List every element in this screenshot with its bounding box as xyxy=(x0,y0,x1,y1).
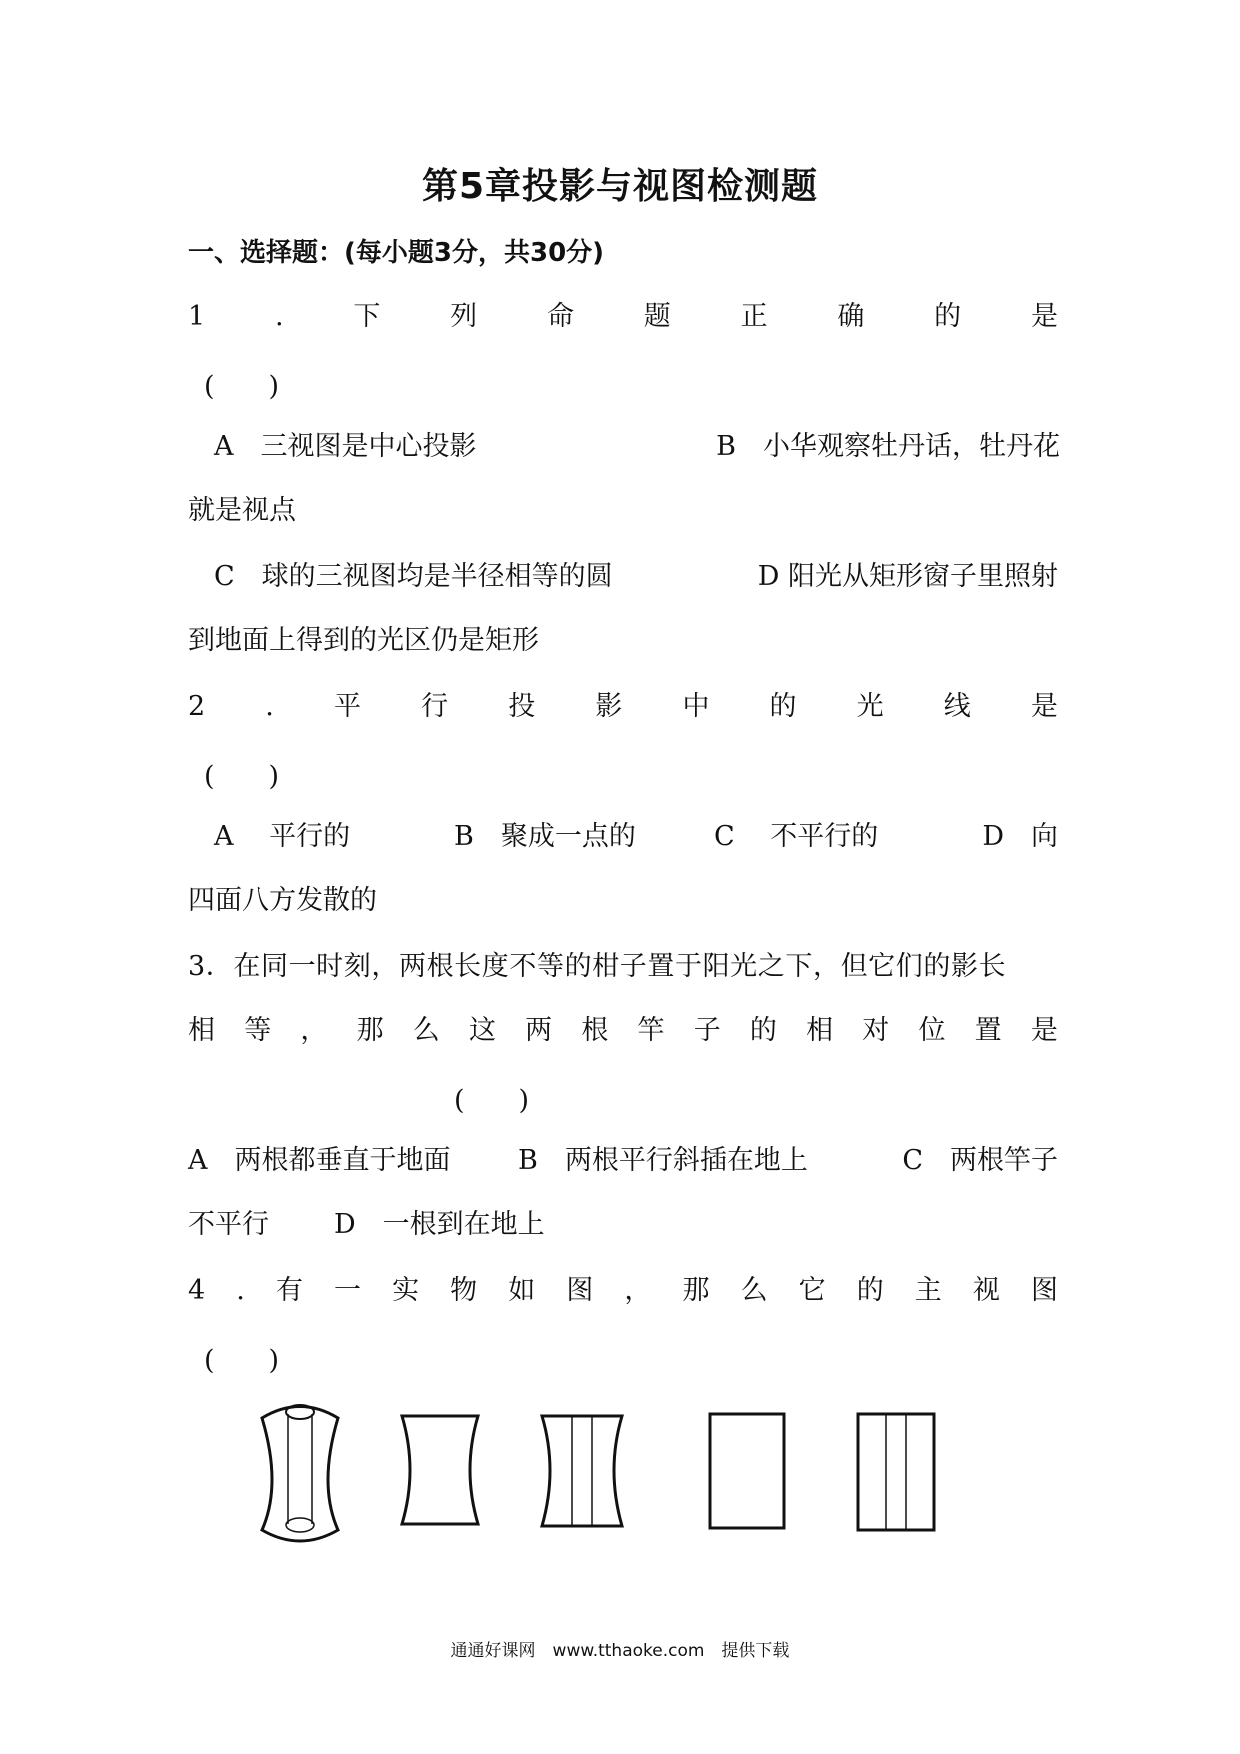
q1-option-a: A 三视图是中心投影 xyxy=(214,431,477,462)
q2-answer-paren: ( ) xyxy=(204,761,280,792)
q4-char: 主 xyxy=(914,1275,942,1306)
q2-option-d: D 向 xyxy=(982,821,1058,852)
q4-char: 如 xyxy=(508,1275,536,1306)
q1-char: 题 xyxy=(643,301,671,332)
q4-char: 物 xyxy=(450,1275,478,1306)
q2-char: 光 xyxy=(856,691,884,722)
q3-option-c: C 两根竿子 xyxy=(902,1145,1058,1176)
q4-option-c-figure xyxy=(710,1414,784,1528)
q2-option-b: B 聚成一点的 xyxy=(454,821,636,852)
q4-object-figure xyxy=(262,1405,338,1541)
q2-char: 中 xyxy=(682,691,710,722)
q2-option-d-cont: 四面八方发散的 xyxy=(188,885,377,916)
q4-char: 它 xyxy=(798,1275,826,1306)
q2-char: 是 xyxy=(1030,691,1058,722)
q4-char: 一 xyxy=(334,1275,362,1306)
q1-char: 是 xyxy=(1030,301,1058,332)
q3-char: 的 xyxy=(749,1015,777,1046)
q3-char: 相 xyxy=(806,1015,834,1046)
q3-char: 根 xyxy=(581,1015,609,1046)
q1-char: 命 xyxy=(546,301,574,332)
q1-option-c: C 球的三视图均是半径相等的圆 xyxy=(214,561,613,592)
q2-char: 平 xyxy=(334,691,361,722)
q4-char: 有 xyxy=(275,1275,303,1306)
q2-option-a: A 平行的 xyxy=(214,821,351,852)
q3-option-b: B 两根平行斜插在地上 xyxy=(518,1145,808,1176)
q1-option-d-cont: 到地面上得到的光区仍是矩形 xyxy=(188,625,539,656)
q2-char: 2 xyxy=(188,691,206,722)
document-title: 第5章投影与视图检测题 xyxy=(421,166,819,207)
q3-char: 置 xyxy=(974,1015,1002,1046)
q3-char: 相 xyxy=(188,1015,215,1046)
q4-answer-paren: ( ) xyxy=(204,1345,280,1376)
q1-char: 1 xyxy=(188,301,206,332)
q4-char: 视 xyxy=(972,1275,1000,1306)
q3-answer-paren: ( ) xyxy=(454,1085,530,1116)
q4-char: 么 xyxy=(740,1275,768,1306)
q3-char: 是 xyxy=(1030,1015,1058,1046)
q3-option-c-cont: 不平行 xyxy=(188,1209,269,1240)
q1-option-b: B 小华观察牡丹话，牡丹花 xyxy=(716,431,1060,462)
q1-char: 列 xyxy=(450,301,478,332)
q4-char: 的 xyxy=(856,1275,884,1306)
q4-char: . xyxy=(236,1275,245,1306)
q2-char: 线 xyxy=(943,691,971,722)
q4-char: 图 xyxy=(566,1275,594,1306)
q3-char: 那 xyxy=(356,1015,384,1046)
q4-option-b-figure xyxy=(542,1416,622,1526)
q1-option-b-cont: 就是视点 xyxy=(188,495,296,526)
q2-char: 投 xyxy=(508,691,536,722)
q1-char: 正 xyxy=(740,301,768,332)
q1-char: 确 xyxy=(837,301,865,332)
q1-char: 的 xyxy=(934,301,962,332)
q3-char: 竿 xyxy=(637,1015,665,1046)
q3-stem-line1: 3．在同一时刻，两根长度不等的柑子置于阳光之下，但它们的影长 xyxy=(188,951,1007,982)
q4-option-a-figure xyxy=(402,1416,478,1524)
q1-answer-paren: ( ) xyxy=(204,371,280,402)
section-heading: 一、选择题：(每小题3分，共30分) xyxy=(188,238,605,268)
q3-char: ， xyxy=(300,1015,328,1046)
q3-char: 么 xyxy=(412,1015,440,1046)
q2-char: 行 xyxy=(421,691,449,722)
q2-char: 的 xyxy=(769,691,797,722)
q4-char: 图 xyxy=(1030,1275,1058,1306)
q4-char: 4 xyxy=(188,1275,206,1306)
q3-option-d: D 一根到在地上 xyxy=(334,1209,545,1240)
q3-char: 位 xyxy=(918,1015,946,1046)
q1-option-d: D 阳光从矩形窗子里照射 xyxy=(757,561,1058,592)
q3-char: 等 xyxy=(244,1015,272,1046)
q4-char: 那 xyxy=(682,1275,710,1306)
q1-char: 下 xyxy=(353,301,381,332)
q4-char: ， xyxy=(624,1275,652,1306)
q3-char: 对 xyxy=(862,1015,890,1046)
q2-char: . xyxy=(265,691,274,722)
q3-char: 这 xyxy=(468,1015,496,1046)
q3-char: 两 xyxy=(525,1015,553,1046)
q3-option-a: A 两根都垂直于地面 xyxy=(188,1145,451,1176)
q4-option-d-figure xyxy=(858,1414,934,1530)
page-footer: 通通好课网 www.tthaoke.com 提供下载 xyxy=(450,1641,790,1661)
q4-char: 实 xyxy=(392,1275,420,1306)
q1-char: . xyxy=(274,301,284,332)
q3-char: 子 xyxy=(693,1015,721,1046)
q2-char: 影 xyxy=(595,691,623,722)
q2-option-c: C 不平行的 xyxy=(714,821,879,852)
